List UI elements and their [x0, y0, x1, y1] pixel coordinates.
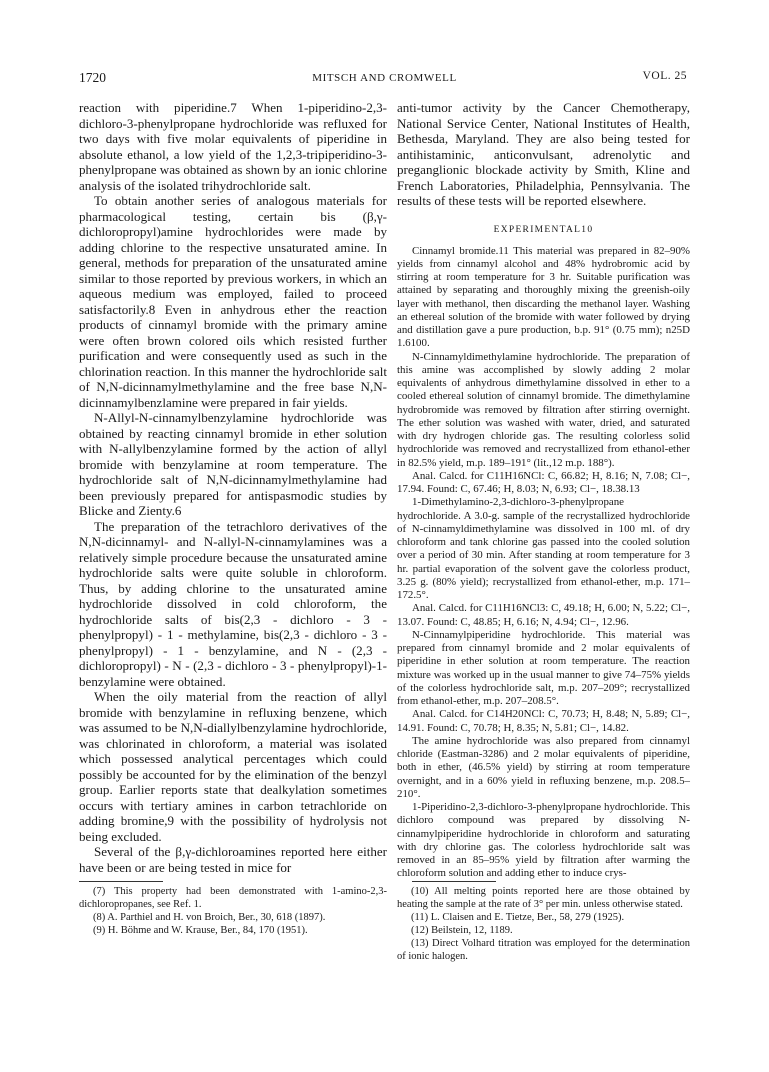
footnote: (9) H. Böhme and W. Krause, Ber., 84, 170 (1951). — [93, 925, 308, 936]
footnote-divider — [79, 881, 163, 882]
left-column — [79, 100, 387, 937]
volume-label: VOL. 25 — [642, 70, 687, 82]
footnote: (11) L. Claisen and E. Tietze, Ber., 58, 279 (1925). — [411, 911, 625, 923]
right-column — [397, 100, 690, 963]
footnote: (7) This property had been demonstrated with 1-amino-2,3-dichloropropanes, see Ref. 1. — [79, 886, 387, 910]
body-paragraph: When the oily material from the reaction of allyl bromide with benzylamine in refluxing benzene, which was assumed to be N,N-diallylbenzylamine hydrochloride, was chlorinated in chloroform, a material was isolated which possessed analytical percentages which could possibly be accounted for by the elimination of the benzyl group. Earlier reports state that dealkylation sometimes occurs with tertiary amines in carbon tetrachloride on adding bromine,9 with the possibility of hydrolysis not being excluded. — [79, 689, 387, 844]
analysis-paragraph: Anal. Calcd. for C14H20NCl: C, 70.73; H, 8.48; N, 5.89; Cl−, 14.91. Found: C, 70.78; H, 8.35; N, 5.81; Cl−, 14.82. — [397, 708, 690, 734]
body-paragraph: anti-tumor activity by the Cancer Chemotherapy, National Service Center, National Institutes of Health, Bethesda, Maryland. They are also being tested for antihistaminic, anticonvulsant, adrenolytic and preganglionic blockade activity by Smith, Kline and French Laboratories, Philadelphia, Pennsylvania. The results of these tests will be reported elsewhere. — [397, 100, 690, 208]
running-title: MITSCH AND CROMWELL — [312, 72, 457, 84]
footnote: (10) All melting points reported here are those obtained by heating the sample at the rate of 3° per min. unless otherwise stated. — [397, 885, 690, 910]
page-number: 1720 — [79, 70, 106, 85]
experimental-paragraph: N-Cinnamyldimethylamine hydrochloride. The preparation of this amine was accomplished by slowly adding 2 molar equivalents of anhydrous dimethylamine dissolved in ether to a cooled ethereal solution of cinnamyl bromide. The dimethylamine hydrobromide was removed by filtration after stirring overnight. The ether solution was washed with water, dried, and saturated with dry hydrogen chloride gas. The resulting colorless solid hydrochloride was removed and recrystallized from ethanol-ether in 82.5% yield, m.p. 189–191° (lit.,12 m.p. 188°). — [397, 350, 690, 469]
experimental-paragraph: The amine hydrochloride was also prepared from cinnamyl chloride (Eastman-3286) and 2 molar equivalents of piperidine, both in ether, (46.5% yield) by stirring at room temperature overnight, and in a 60% yield in refluxing benzene, m.p. 208.5–210°. — [397, 734, 690, 800]
footnote-divider — [412, 881, 496, 882]
section-heading: EXPERIMENTAL10 — [493, 224, 594, 235]
experimental-paragraph: N-Cinnamylpiperidine hydrochloride. This material was prepared from cinnamyl bromide and 2 molar equivalents of piperidine in ether solution at room temperature. The reaction mixture was worked up in the usual manner to give 74–75% yields of the colorless hydrochloride salt, m.p. 207–209°; recrystallized from ethanol-ether, m.p. 207–208.5°. — [397, 628, 690, 707]
experimental-paragraph: 1-Piperidino-2,3-dichloro-3-phenylpropane hydrochloride. This dichloro compound was prepared by dissolving N-cinnamylpiperidine hydrochloride in chloroform and saturating with dry chlorine gas. The colorless hydrochloride salt was removed in an 85–95% yield by filtration after warming the chloroform solution and adding ether to induce crys- — [397, 801, 690, 880]
body-paragraph: N-Allyl-N-cinnamylbenzylamine hydrochloride was obtained by reacting cinnamyl bromide in ether solution with N-allylbenzylamine formed by the action of allyl bromide with benzylamine at room temperature. The hydrochloride salt of N,N-dicinnamylmethylamine had been previously prepared for antispasmodic studies by Blicke and Zienty.6 — [79, 410, 387, 518]
footnote: (8) A. Parthiel and H. von Broich, Ber., 30, 618 (1897). — [93, 912, 326, 923]
analysis-paragraph: Anal. Calcd. for C11H16NCl3: C, 49.18; H, 6.00; N, 5.22; Cl−, 13.07. Found: C, 48.85; H, 6.16; N, 4.94; Cl−, 12.96. — [397, 602, 690, 628]
body-paragraph: reaction with piperidine.7 When 1-piperidino-2,3-dichloro-3-phenylpropane hydrochloride was refluxed for two days with five molar equivalents of piperidine in absolute ethanol, a low yield of the 1,2,3-tripiperidino-3-phenylpropane was obtained as shown by an ionic chlorine analysis of the isolated trihydrochloride salt. — [79, 100, 387, 193]
experimental-paragraph: Cinnamyl bromide.11 This material was prepared in 82–90% yields from cinnamyl alcohol and 48% hydrobromic acid by stirring at room temperature for 3 hr. Suitable purification was attained by separating and thoroughly mixing the greenish-oily layer with methanol, then discarding the methanol layer. Washing an ethereal solution of the bromide with water followed by drying and distillation gave a pure production, b.p. 91° (0.75 mm); n25D 1.6100. — [397, 244, 690, 350]
body-paragraph: The preparation of the tetrachloro derivatives of the N,N-dicinnamyl- and N-allyl-N-cinnamylamines was a relatively simple procedure because the unsaturated amine hydrochloride salts were quite soluble in chloroform. Thus, by adding chlorine to the unsaturated amine hydrochloride dissolved in cold chloroform, the hydrochloride salts of bis(2,3 - dichloro - 3 - phenylpropyl) - 1 - methylamine, bis(2,3 - dichloro - 3 - phenylpropyl) - 1 - benzylamine, and N - (2,3 - dichloropropyl) - N - (2,3 - dichloro - 3 - phenylpropyl)-1-benzylamine were obtained. — [79, 518, 387, 689]
body-paragraph: Several of the β,γ-dichloroamines reported here either have been or are being tested in mice for — [79, 844, 387, 875]
footnote: (13) Direct Volhard titration was employed for the determination of ionic halogen. — [397, 937, 690, 962]
analysis-paragraph: Anal. Calcd. for C11H16NCl: C, 66.82; H, 8.16; N, 7.08; Cl−, 17.94. Found: C, 67.46; H, 8.03; N, 6.93; Cl−, 18.38.13 — [397, 469, 690, 495]
footnote: (12) Beilstein, 12, 1189. — [411, 924, 513, 936]
experimental-paragraph: 1-Dimethylamino-2,3-dichloro-3-phenylpropane hydrochloride. A 3.0-g. sample of the recrystallized hydrochloride of N-cinnamyldimethylamine was dissolved in 100 ml. of dry chloroform and tank chlorine gas passed into the cooled solution over a period of 30 min. After standing at room temperature for 3 hr. partial evaporation of the solvent gave the colorless product, 3.25 g. (80% yield); recrystallized from ethanol-ether, m.p. 171–172.5°. — [397, 496, 690, 601]
body-paragraph: To obtain another series of analogous materials for pharmacological testing, certain bis (β,γ-dichloropropyl)amine hydrochlorides were made by adding chlorine to the respective unsaturated amine. In general, methods for preparation of the unsaturated amine similar to those reported by previous workers, in which an aqueous medium was employed, failed to proceed satisfactorily.8 Even in anhydrous ether the reaction products of cinnamyl bromide with the primary amine were often brown colored oils which resisted further purification and were consequently used as such in the chlorination reaction. In this manner the hydrochloride salt of N,N-dicinnamylmethylamine and the free base N,N-dicinnamylbenzlamine were prepared in fair yields. — [79, 193, 387, 410]
